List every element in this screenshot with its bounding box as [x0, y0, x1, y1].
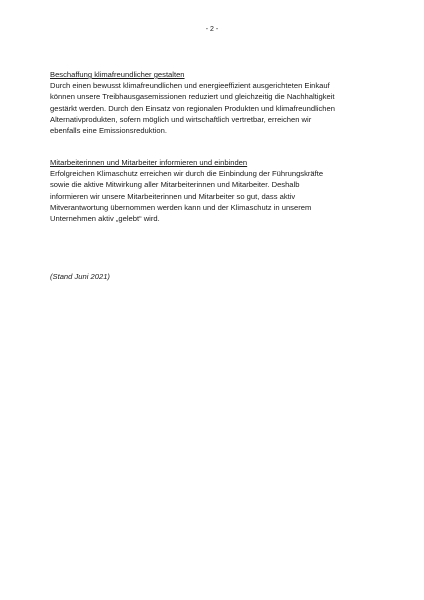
paragraph-line: Durch einen bewusst klimafreundlichen und energieeffizient ausgerichteten Einkauf: [50, 81, 330, 91]
paragraph-line: können unsere Treibhausgasemissionen reduziert und gleichzeitig die Nachhaltigkeit: [50, 92, 335, 102]
paragraph-line: gestärkt werden. Durch den Einsatz von regionalen Produkten und klimafreundlichen: [50, 103, 335, 113]
paragraph-line: Unternehmen aktiv „gelebt“ wird.: [50, 214, 160, 224]
section-heading: Beschaffung klimafreundlicher gestalten: [50, 70, 185, 79]
paragraph-line: Erfolgreichen Klimaschutz erreichen wir durch die Einbindung der Führungskräfte: [50, 169, 324, 179]
section-employees: [50, 157, 380, 224]
paragraph-line: sowie die aktive Mitwirkung aller Mitarbeiterinnen und Mitarbeiter. Deshalb: [50, 180, 300, 190]
status-date-note: (Stand Juni 2021): [50, 272, 110, 281]
page-number: - 2 -: [205, 26, 219, 33]
paragraph-line: Mitverantwortung übernommen werden kann und der Klimaschutz in unserem: [50, 202, 312, 212]
section-procurement: [50, 69, 380, 136]
paragraph-line: Alternativprodukten, sofern möglich und wirtschaftlich vertretbar, erreichen wir: [50, 114, 312, 124]
paragraph-line: informieren wir unsere Mitarbeiterinnen und Mitarbeiter so gut, dass aktiv: [50, 191, 296, 201]
section-heading: Mitarbeiterinnen und Mitarbeiter informieren und einbinden: [50, 158, 248, 167]
paragraph-line: ebenfalls eine Emissionsreduktion.: [50, 126, 167, 136]
